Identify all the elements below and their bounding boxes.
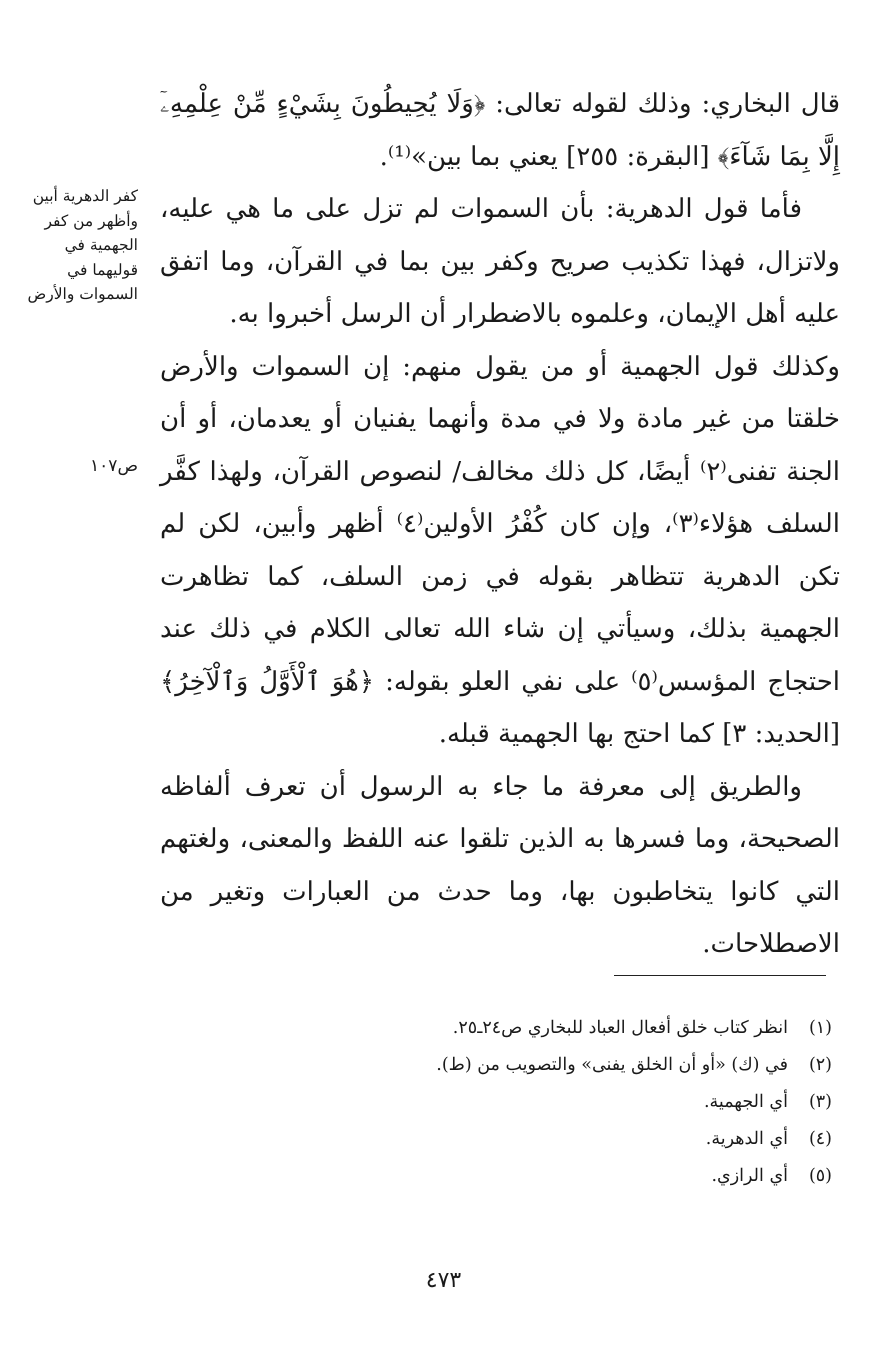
footnote-number: (٤) bbox=[808, 1129, 832, 1149]
paragraph-jahmiyya: وكذلك قول الجهمية أو من يقول منهم: إن السموات والأرض خلقتا من غير مادة ولا في مدة وأنهما يفنيان أو يعدمان، أو أن الجنة تفنى⁽٢⁾ أيضًا، كل ذلك مخالف/ لنصوص القرآن، ولهذا كفَّر السلف هؤلاء⁽٣⁾، وإن كان كُفْرُ الأولين⁽٤⁾ أظهر وأبين، لكن لم تكن الدهرية تتظاهر بقوله في زمن السلف، كما تظاهرت الجهمية بذلك، وسيأتي إن شاء الله تعالى الكلام في ذلك عند احتجاج المؤسس⁽٥⁾ على نفي العلو بقوله: ﴿هُوَ ٱلْأَوَّلُ وَٱلْآخِرُ﴾ [الحديد: ٣] كما احتج بها الجهمية قبله. bbox=[160, 351, 840, 749]
footnote-number: (٥) bbox=[808, 1166, 832, 1186]
main-text bbox=[160, 78, 840, 971]
page-number: ٤٧٣ bbox=[425, 1268, 462, 1293]
footnote bbox=[160, 1158, 832, 1195]
footnote-text: في (ك) «أو أن الخلق يفنى» والتصويب من (ط). bbox=[436, 1055, 788, 1075]
footnote bbox=[160, 1010, 832, 1047]
footnote-separator bbox=[614, 975, 826, 976]
footnote-text: أي الرازي. bbox=[711, 1166, 788, 1186]
footnote-text: أي الدهرية. bbox=[705, 1129, 788, 1149]
paragraph-dehriyya: فأما قول الدهرية: بأن السموات لم تزل على ما هي عليه، ولاتزال، فهذا تكذيب صريح وكفر بين بما في القرآن، وما اتفق عليه أهل الإيمان، وعلموه بالاضطرار أن الرسل أخبروا به. bbox=[160, 194, 840, 329]
footnote-number: (٣) bbox=[808, 1092, 832, 1112]
footnote bbox=[160, 1084, 832, 1121]
paragraph-method: والطريق إلى معرفة ما جاء به الرسول أن تعرف ألفاظه الصحيحة، وما فسرها به الذين تلقوا عنه اللفظ والمعنى، ولغتهم التي كانوا يتخاطبون بها، وما حدث من العبارات وتغير من الاصطلاحات. bbox=[160, 771, 840, 959]
footnote bbox=[160, 1121, 832, 1158]
footnotes bbox=[160, 1010, 832, 1195]
paragraph-bukhari-quote: قال البخاري: وذلك لقوله تعالى: ﴿وَلَا يُحِيطُونَ بِشَيْءٍ مِّنْ عِلْمِهِۦٓ إِلَّا بِمَا شَآءَ﴾ [البقرة: ٢٥٥] يعني بما بين»⁽¹⁾. bbox=[160, 89, 840, 172]
footnote-text: انظر كتاب خلق أفعال العباد للبخاري ص٢٤ـ٢٥. bbox=[452, 1018, 788, 1038]
footnote bbox=[160, 1047, 832, 1084]
footnote-text: أي الجهمية. bbox=[703, 1092, 788, 1112]
margin-page-reference: ص١٠٧ bbox=[90, 456, 138, 476]
footnote-number: (٢) bbox=[808, 1055, 832, 1075]
margin-note-dehr: كفر الدهرية أبين وأظهر من كفر الجهمية في قوليهما في السموات والأرض bbox=[27, 187, 138, 303]
footnote-number: (١) bbox=[808, 1018, 832, 1038]
